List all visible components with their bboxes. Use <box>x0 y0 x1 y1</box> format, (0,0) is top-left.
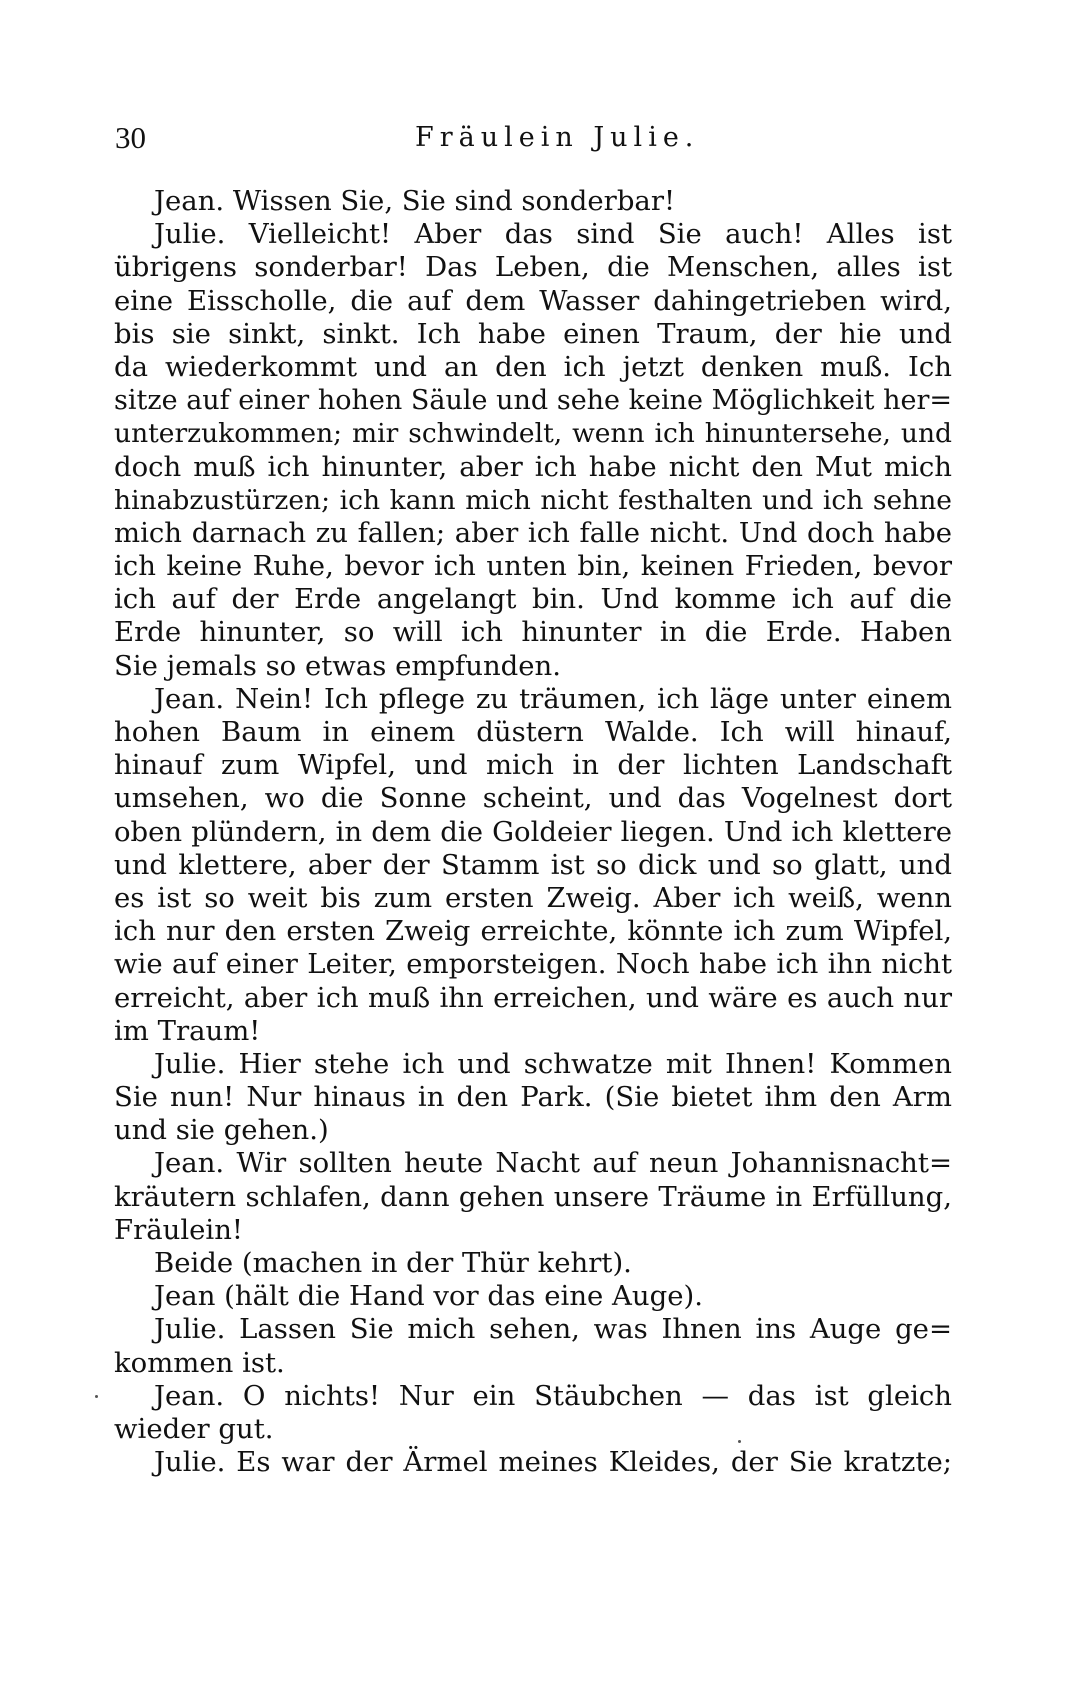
text-line: Fräulein! <box>114 1213 243 1246</box>
text-line: Jean (hält die Hand vor das eine Auge). <box>154 1280 703 1313</box>
text-line: erreicht, aber ich muß ihn erreichen, und wäre es auch nur <box>114 981 952 1014</box>
running-head <box>115 120 945 160</box>
text-line: bis sie sinkt, sinkt. Ich habe einen Traum, der hie und <box>114 317 952 350</box>
text-line: es ist so weit bis zum ersten Zweig. Aber ich weiß, wenn <box>114 881 952 914</box>
text-line: Julie. Vielleicht! Aber das sind Sie auch! Alles ist <box>154 218 952 251</box>
text-line: Julie. Lassen Sie mich sehen, was Ihnen ins Auge ge= <box>154 1313 952 1346</box>
text-line: Sie nun! Nur hinaus in den Park. (Sie bietet ihm den Arm <box>114 1081 952 1114</box>
text-line: mich darnach zu fallen; aber ich falle nicht. Und doch habe <box>114 516 952 549</box>
text-line: ich auf der Erde angelangt bin. Und komme ich auf die <box>114 583 952 616</box>
text-line: wieder gut. <box>114 1412 274 1445</box>
text-line: doch muß ich hinunter, aber ich habe nicht den Mut mich <box>114 450 952 483</box>
text-line: eine Eisscholle, die auf dem Wasser dahingetrieben wird, <box>114 284 952 317</box>
text-line: Jean. Nein! Ich pflege zu träumen, ich läge unter einem <box>154 682 952 715</box>
page-number: 30 <box>115 120 146 155</box>
text-line: kommen ist. <box>114 1346 285 1379</box>
text-line: kräutern schlafen, dann gehen unsere Träume in Erfüllung, <box>114 1180 952 1213</box>
text-line: sitze auf einer hohen Säule und sehe keine Möglichkeit her= <box>114 385 952 417</box>
text-line: Jean. Wissen Sie, Sie sind sonderbar! <box>154 185 676 217</box>
text-line: Julie. Es war der Ärmel meines Kleides, der Sie kratzte; <box>154 1446 952 1479</box>
running-head-title: Fräulein Julie. <box>415 122 700 153</box>
text-line: hinabzustürzen; ich kann mich nicht festhalten und ich sehne <box>114 484 952 516</box>
body-text <box>114 185 952 1479</box>
text-line: Jean. O nichts! Nur ein Stäubchen — das ist gleich <box>154 1379 952 1412</box>
text-line: hohen Baum in einem düstern Walde. Ich will hinauf, <box>114 716 952 748</box>
text-line: wie auf einer Leiter, emporsteigen. Noch habe ich ihn nicht <box>114 948 952 981</box>
text-line: umsehen, wo die Sonne scheint, und das Vogelnest dort <box>114 782 952 815</box>
text-line: Beide (machen in der Thür kehrt). <box>154 1247 632 1279</box>
text-line: oben plündern, in dem die Goldeier liegen. Und ich klettere <box>114 815 952 848</box>
text-line: Sie jemals so etwas empfunden. <box>114 649 561 682</box>
text-line: hinauf zum Wipfel, und mich in der lichten Landschaft <box>114 749 952 782</box>
text-line: Jean. Wir sollten heute Nacht auf neun Johannisnacht= <box>154 1147 952 1180</box>
text-line: und klettere, aber der Stamm ist so dick und so glatt, und <box>114 848 952 881</box>
print-speck <box>95 1395 98 1398</box>
text-line: Erde hinunter, so will ich hinunter in die Erde. Haben <box>114 616 952 649</box>
text-line: unterzukommen; mir schwindelt, wenn ich hinuntersehe, und <box>114 418 952 450</box>
text-line: und sie gehen.) <box>114 1114 329 1147</box>
text-line: Julie. Hier stehe ich und schwatze mit Ihnen! Kommen <box>154 1047 952 1080</box>
text-line: ich nur den ersten Zweig erreichte, könnte ich zum Wipfel, <box>114 915 952 948</box>
text-line: übrigens sonderbar! Das Leben, die Menschen, alles ist <box>114 251 952 284</box>
text-line: ich keine Ruhe, bevor ich unten bin, keinen Frieden, bevor <box>114 550 952 583</box>
print-speck <box>738 1440 741 1443</box>
text-line: da wiederkommt und an den ich jetzt denken muß. Ich <box>114 350 952 383</box>
text-line: im Traum! <box>114 1014 261 1047</box>
